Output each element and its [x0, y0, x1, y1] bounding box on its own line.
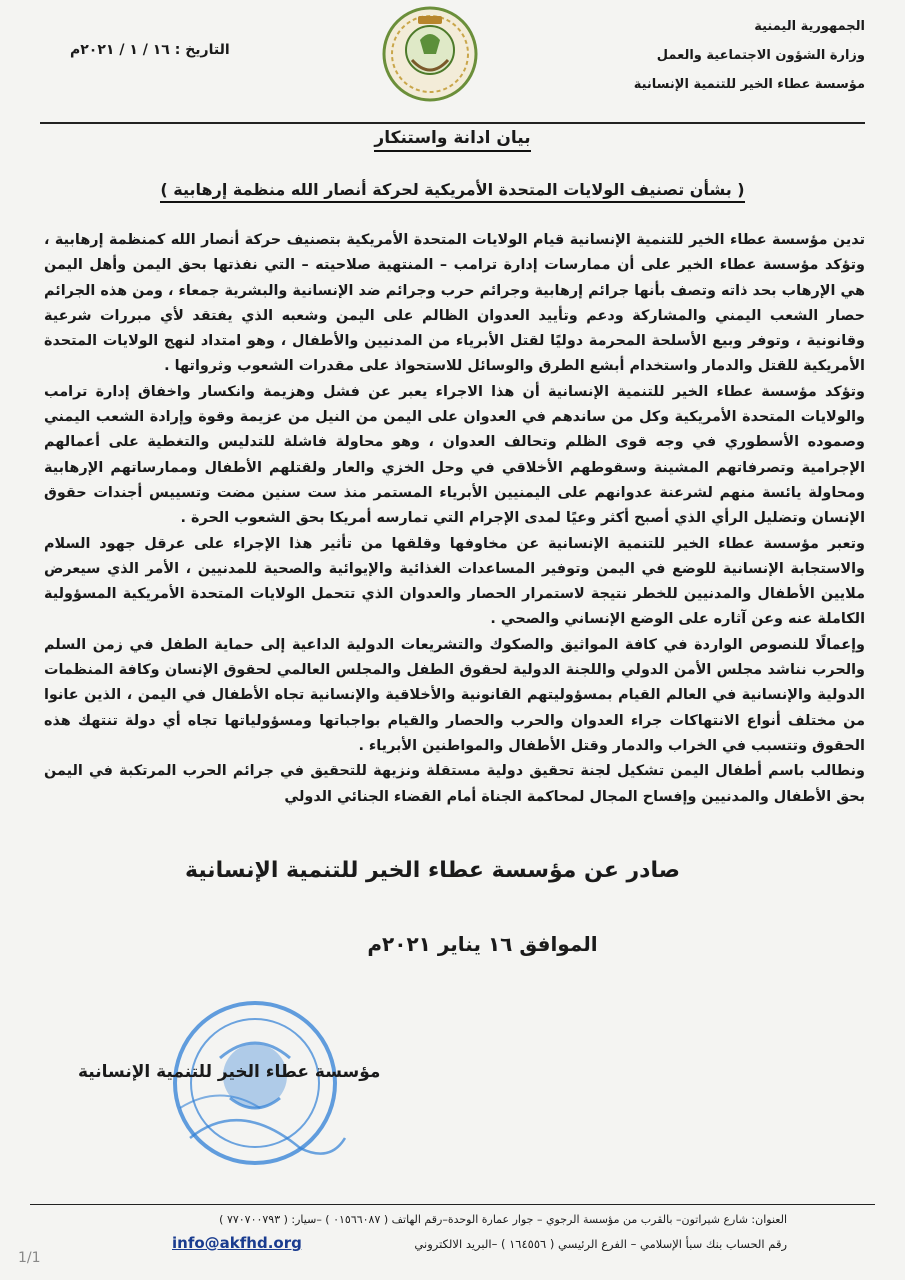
page-number: 1/1: [18, 1250, 41, 1266]
paragraph-4: وإعمالًا للنصوص الواردة في كافة المواثيق والصكوك والتشريعات الدولية الداعية إلى حماية الطفل في زمن السلم والحرب نناشد مجلس الأمن الدولي واللجنة الدولية لحقوق الطفل والمجلس العالمي لحقوق الإنسان وكافة المنظمات الدولية والإنسانية في العالم القيام بمسؤوليتهم القانونية والأخلاقية والإنسانية تجاه الأطفال في اليمن ، الذين عانوا من مختلف أنواع الانتهاكات جراء العدوان والحرب والحصار والقيام بواجباتها ومسؤولياتها تجاه أي دولة تنتهك هذه الحقوق وتتسبب في الخراب والدمار وقتل الأطفال والمواطنين الأبرياء .: [44, 636, 865, 754]
paragraph-2: وتؤكد مؤسسة عطاء الخير للتنمية الإنسانية أن هذا الاجراء يعبر عن فشل وهزيمة وانكسار واخفاق إدارة ترامب والولايات المتحدة الأمريكية وكل من ساندهم في العدوان على اليمن من النيل من عزيمة وقوة وإرادة الشعب اليمني وصموده الأسطوري في وجه قوى الظلم وتحالف العدوان ، وهو محاولة فاشلة للتدليس والتغطية على أعمالهم الإجرامية وتصرفاتهم المشينة وسقوطهم الأخلاقي في وحل الخزي والعار ولقتلهم الأطفال وممارساتهم الإرهابية ومحاولة يائسة منهم لشرعنة عدوانهم على اليمنيين الأبرياء المستمر منذ ست سنين مضت وتسييس أجندات حقوق الإنسان وتضليل الرأي الذي أصبح أكثر وعيًا لمدى الإجرام التي تمارسه أمريكا بحق الشعوب الحرة .: [44, 383, 865, 527]
signature-organization: مؤسسة عطاء الخير للتنمية الإنسانية: [78, 1062, 381, 1082]
dated-line: الموافق ١٦ يناير ٢٠٢١م: [367, 932, 598, 956]
ministry-name: وزارة الشؤون الاجتماعية والعمل: [656, 48, 865, 63]
organization-name: مؤسسة عطاء الخير للتنمية الإنسانية: [633, 77, 865, 92]
official-stamp-icon: [160, 988, 350, 1178]
letter-date: التاريخ : ١٦ / ١ / ٢٠٢١م: [70, 42, 230, 58]
issued-by-line: صادر عن مؤسسة عطاء الخير للتنمية الإنسانية: [184, 858, 680, 883]
paragraph-3: وتعبر مؤسسة عطاء الخير للتنمية الإنسانية عن مخاوفها وقلقها من تأثير هذا الإجراء على عرقل جهود السلام والاستجابة الإنسانية للوضع في اليمن وتوفير المساعدات الغذائية والإيوائية والصحية للمدنيين ، الأمر الذي سيعرض ملايين الأطفال والمدنيين للخطر نتيجة لاستمرار الحصار والعدوان الذي تتحمل الولايات المتحدة الأمريكية المسؤولية الكاملة عنه وعن آثاره على الوضع الإنساني والصحي .: [44, 535, 865, 628]
letterhead-org-block: [605, 12, 865, 99]
paragraph-5: ونطالب باسم أطفال اليمن تشكيل لجنة تحقيق دولية مستقلة ونزيهة للتحقيق في جرائم الحرب المرتكبة في اليمن بحق الأطفال والمدنيين وإفساح المجال لمحاكمة الجناة أمام القضاء الجنائي الدولي: [44, 763, 865, 805]
footer-account: رقم الحساب بنك سبأ الإسلامي – الفرع الرئيسي ( ١٦٤٥٥٦ ) –البريد الالكتروني: [414, 1237, 787, 1251]
statement-title-text: بيان ادانة واستنكار: [374, 128, 530, 152]
statement-subject: [0, 180, 905, 199]
footer-email-link[interactable]: info@akfhd.org: [172, 1234, 302, 1252]
footer-address: العنوان: شارع شيراتون– بالقرب من مؤسسة الرجوي – جوار عمارة الوحدة–رقم الهاتف ( ٠١٥٦٦٠٨٧ ) –سيار: ( ٧٧٠٧٠٠٧٩٣ ): [219, 1213, 787, 1226]
footer-divider: [30, 1204, 875, 1205]
organization-logo: [380, 4, 480, 104]
statement-subject-text: ( بشأن تصنيف الولايات المتحدة الأمريكية لحركة أنصار الله منظمة إرهابية ): [160, 180, 744, 203]
header-divider: [40, 122, 865, 124]
paragraph-1: تدين مؤسسة عطاء الخير للتنمية الإنسانية قيام الولايات المتحدة الأمريكية بتصنيف حركة أنصار الله كمنظمة إرهابية ، وتؤكد مؤسسة عطاء الخير على أن ممارسات إدارة ترامب – المنتهية صلاحيته – التي نفذتها بحق اليمن وأهل اليمن هي الإرهاب بحد ذاته وتصف بأنها جرائم إرهابية وجرائم حرب وجرائم ضد الإنسانية والبشرية جمعاء ، ومن هذه الجرائم حصار الشعب اليمني والمشاركة ودعم وتأييد العدوان الظالم على اليمن وشعبه الذي يفتقد لأي مبررات شرعية وقانونية ، وتوفر وبيع الأسلحة المحرمة دوليًا لقتل الأبرياء من المدنيين والأطفال ، وهو امتداد لنهج الولايات المتحدة الأمريكية للقتل والدمار واستخدام أبشع الطرق والوسائل للاستحواذ على مقدرات الشعوب وثرواتها .: [44, 232, 865, 375]
country-name: الجمهورية اليمنية: [754, 19, 865, 34]
statement-body: [44, 228, 865, 810]
statement-title: [0, 128, 905, 148]
